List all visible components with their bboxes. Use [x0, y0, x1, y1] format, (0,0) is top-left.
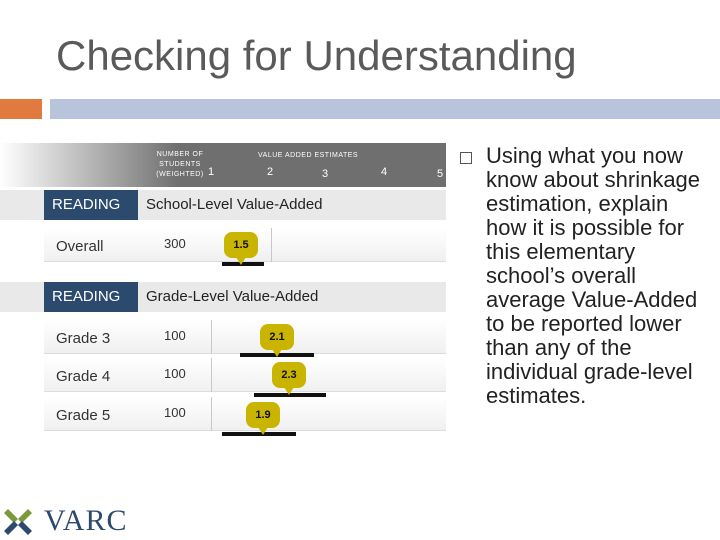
section-tag: READING	[44, 282, 138, 312]
header-students-label: NUMBER OF STUDENTS (WEIGHTED)	[156, 151, 204, 178]
tick-label: 3	[322, 168, 329, 180]
row-count: 100	[164, 366, 186, 381]
chart-header	[0, 143, 446, 187]
section-tag: READING	[44, 190, 138, 220]
table-row	[44, 397, 446, 431]
table-row	[44, 320, 446, 354]
accent-bar-blue	[50, 99, 720, 119]
row-count: 100	[164, 328, 186, 343]
tick-label: 5	[437, 168, 444, 180]
section-header-grade	[0, 282, 446, 312]
row-count: 300	[164, 236, 186, 251]
row-count: 100	[164, 405, 186, 420]
tick-label: 2	[267, 166, 274, 178]
table-row	[44, 358, 446, 392]
section-header-school	[0, 190, 446, 220]
slide-title: Checking for Understanding	[56, 32, 577, 79]
estimate-marker: 1.5	[224, 232, 258, 258]
estimate-marker: 2.3	[272, 362, 306, 388]
row-label: Grade 3	[56, 330, 111, 347]
logo-text: VARC	[44, 504, 128, 537]
row-label: Grade 5	[56, 407, 111, 424]
tick-label: 1	[208, 166, 215, 178]
tick-label: 4	[381, 166, 388, 178]
bullet-icon	[460, 152, 472, 164]
accent-bar-orange	[0, 99, 42, 119]
row-label: Grade 4	[56, 368, 111, 385]
estimate-marker: 1.9	[246, 402, 280, 428]
section-title: Grade-Level Value-Added	[146, 288, 319, 305]
row-label: Overall	[56, 238, 104, 255]
header-vae-label: VALUE ADDED ESTIMATES	[258, 152, 359, 159]
section-title: School-Level Value-Added	[146, 196, 323, 213]
bullet-text: Using what you now know about shrinkage estimation, explain how it is possible for this elementary school’s overall average Value-Added to be reported lower than any of the individual grade-level estimates.	[486, 143, 701, 408]
estimate-marker: 2.1	[260, 324, 294, 350]
